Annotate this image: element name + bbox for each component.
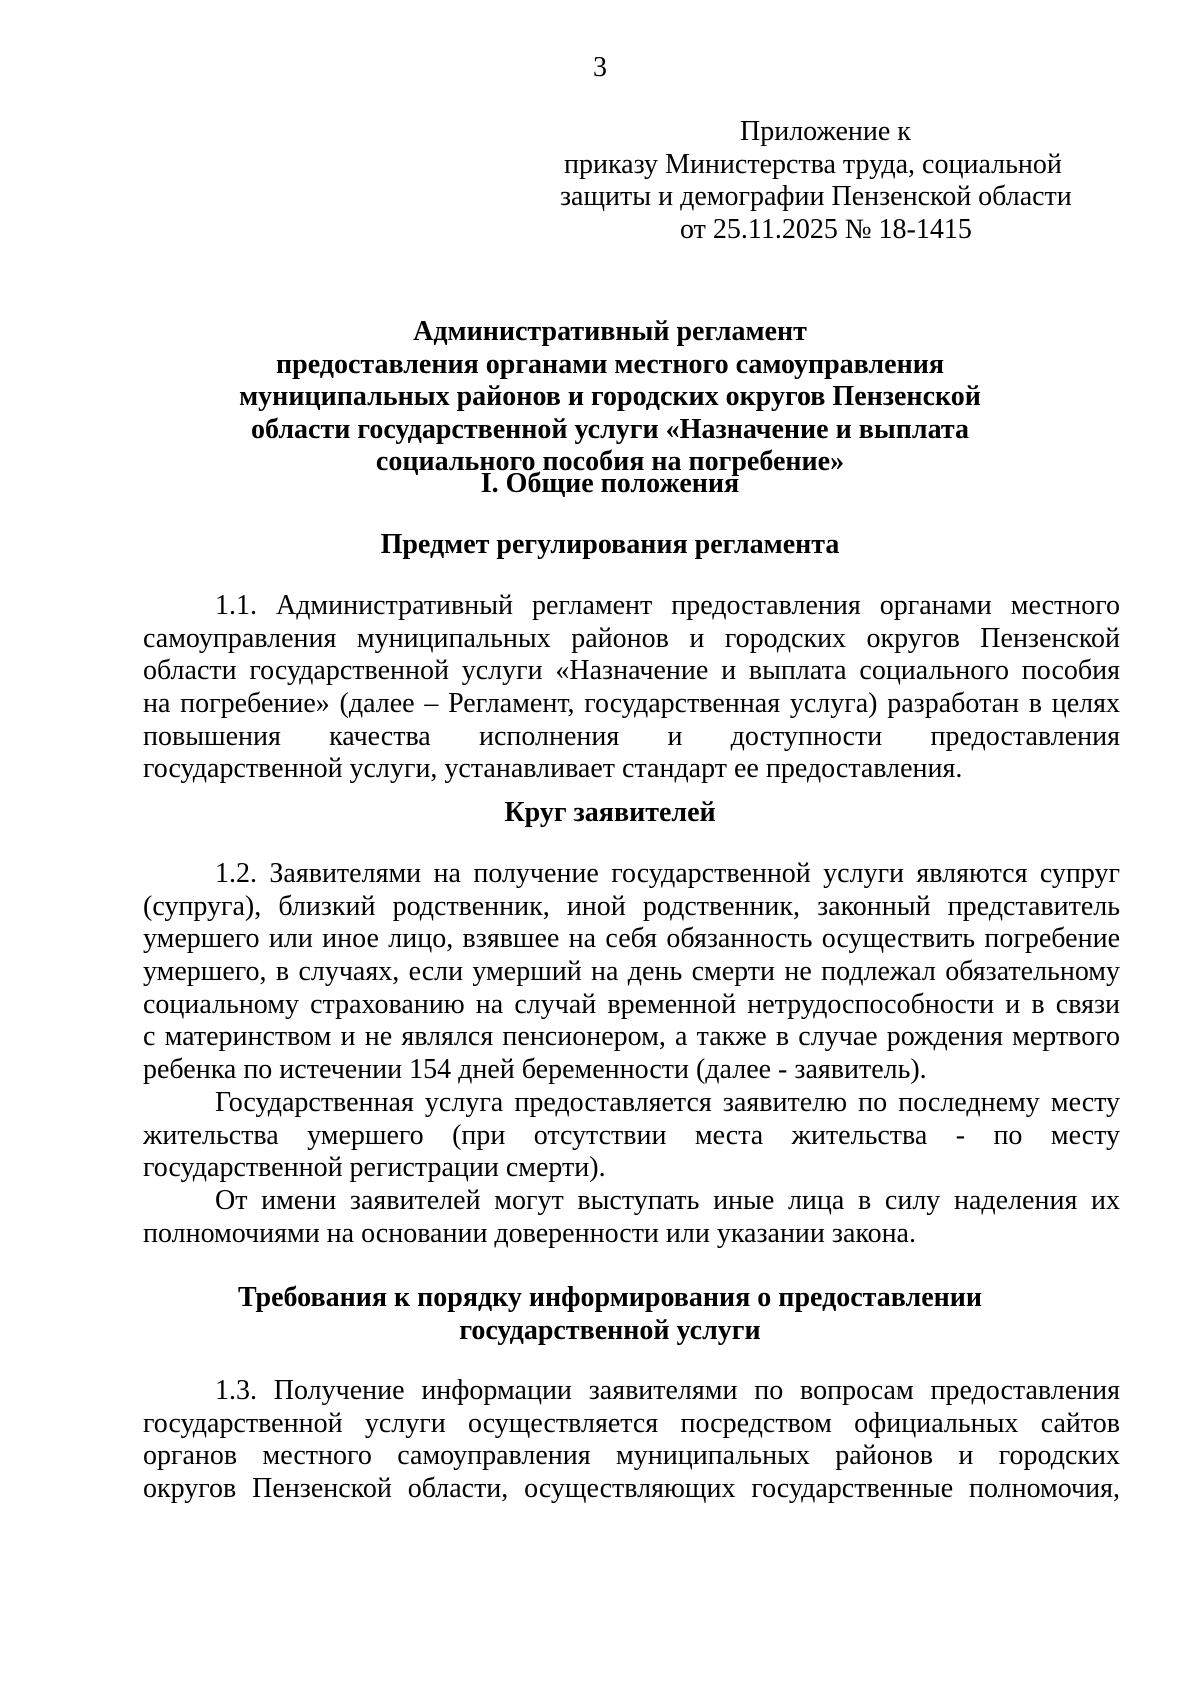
subsection-heading-text: Предмет регулирования регламента (380, 529, 840, 560)
title-line: предоставления органами местного самоуправления (276, 348, 944, 380)
paragraph-line: округов Пензенской области, осуществляющих государственные полномочия, (143, 1473, 1120, 1505)
paragraph-line: самоуправления муниципальных районов и городских округов Пензенской (143, 622, 1120, 654)
paragraph-residence (143, 1087, 1120, 1185)
paragraph-line: От имени заявителей могут выступать иные лица в силу наделения их (215, 1185, 1120, 1216)
paragraph-line: повышения качества исполнения и доступности предоставления (143, 720, 1120, 752)
appendix-line: Приложение к (740, 116, 911, 147)
appendix-line: от 25.11.2025 № 18-1415 (680, 213, 972, 245)
paragraph-line: 1.1. Административный регламент предоставления органами местного (215, 590, 1120, 621)
heading-line: Требования к порядку информирования о предоставлении (237, 1282, 983, 1313)
appendix-block (560, 116, 1120, 246)
section-heading (130, 468, 1090, 501)
paragraph-1-1 (143, 590, 1120, 786)
title-line: социального пособия на погребение» (375, 446, 845, 477)
applicants-heading-text: Круг заявителей (504, 797, 716, 828)
paragraph-line: умершего, в случаях, если умерший на день смерти не подлежал обязательному (143, 956, 1120, 988)
heading-line: государственной услуги (459, 1314, 761, 1346)
paragraph-line: области государственной услуги «Назначение и выплата социального пособия (143, 655, 1120, 687)
paragraph-line: социальному страхованию на случай временной нетрудоспособности и в связи (143, 988, 1120, 1020)
paragraph-line: государственной услуги, устанавливает стандарт ее предоставления. (143, 753, 963, 785)
paragraph-line: жительства умершего (при отсутствии места жительства - по месту (143, 1119, 1120, 1151)
paragraph-line: полномочиями на основании доверенности или указании закона. (143, 1217, 916, 1249)
paragraph-representatives (143, 1185, 1120, 1250)
paragraph-line: с материнством и не являлся пенсионером, а также в случае рождения мертвого (143, 1021, 1120, 1053)
paragraph-line: государственной услуги осуществляется посредством официальных сайтов (143, 1407, 1120, 1439)
paragraph-line: ребенка по истечении 154 дней беременности (далее - заявитель). (143, 1054, 927, 1086)
title-line: Административный регламент (413, 316, 807, 347)
subsection-heading (130, 529, 1090, 562)
paragraph-1-3 (143, 1375, 1120, 1506)
document-title (130, 316, 1090, 479)
paragraph-line: 1.2. Заявителями на получение государственной услуги являются супруг (215, 858, 1120, 889)
applicants-heading (130, 797, 1090, 830)
paragraph-line: Государственная услуга предоставляется заявителю по последнему месту (215, 1087, 1120, 1118)
appendix-line: приказу Министерства труда, социальной (564, 148, 1062, 180)
paragraph-line: государственной регистрации смерти). (143, 1152, 606, 1184)
page-number: 3 (593, 52, 607, 83)
paragraph-line: умершего или иное лицо, взявшее на себя обязанность осуществить погребение (143, 923, 1120, 955)
paragraph-line: на погребение» (далее – Регламент, государственная услуга) разработан в целях (143, 688, 1120, 720)
info-requirements-heading (130, 1282, 1090, 1347)
appendix-line: защиты и демографии Пензенской области (560, 181, 1072, 212)
title-line: области государственной услуги «Назначение и выплата (251, 413, 969, 445)
paragraph-line: 1.3. Получение информации заявителями по вопросам предоставления (215, 1375, 1120, 1406)
section-heading-text: I. Общие положения (480, 468, 740, 499)
paragraph-line: органов местного самоуправления муниципальных районов и городских (143, 1440, 1120, 1472)
paragraph-line: (супруга), близкий родственник, иной родственник, законный представитель (143, 890, 1120, 922)
paragraph-1-2 (143, 858, 1120, 1087)
title-line: муниципальных районов и городских округов Пензенской (239, 381, 981, 412)
